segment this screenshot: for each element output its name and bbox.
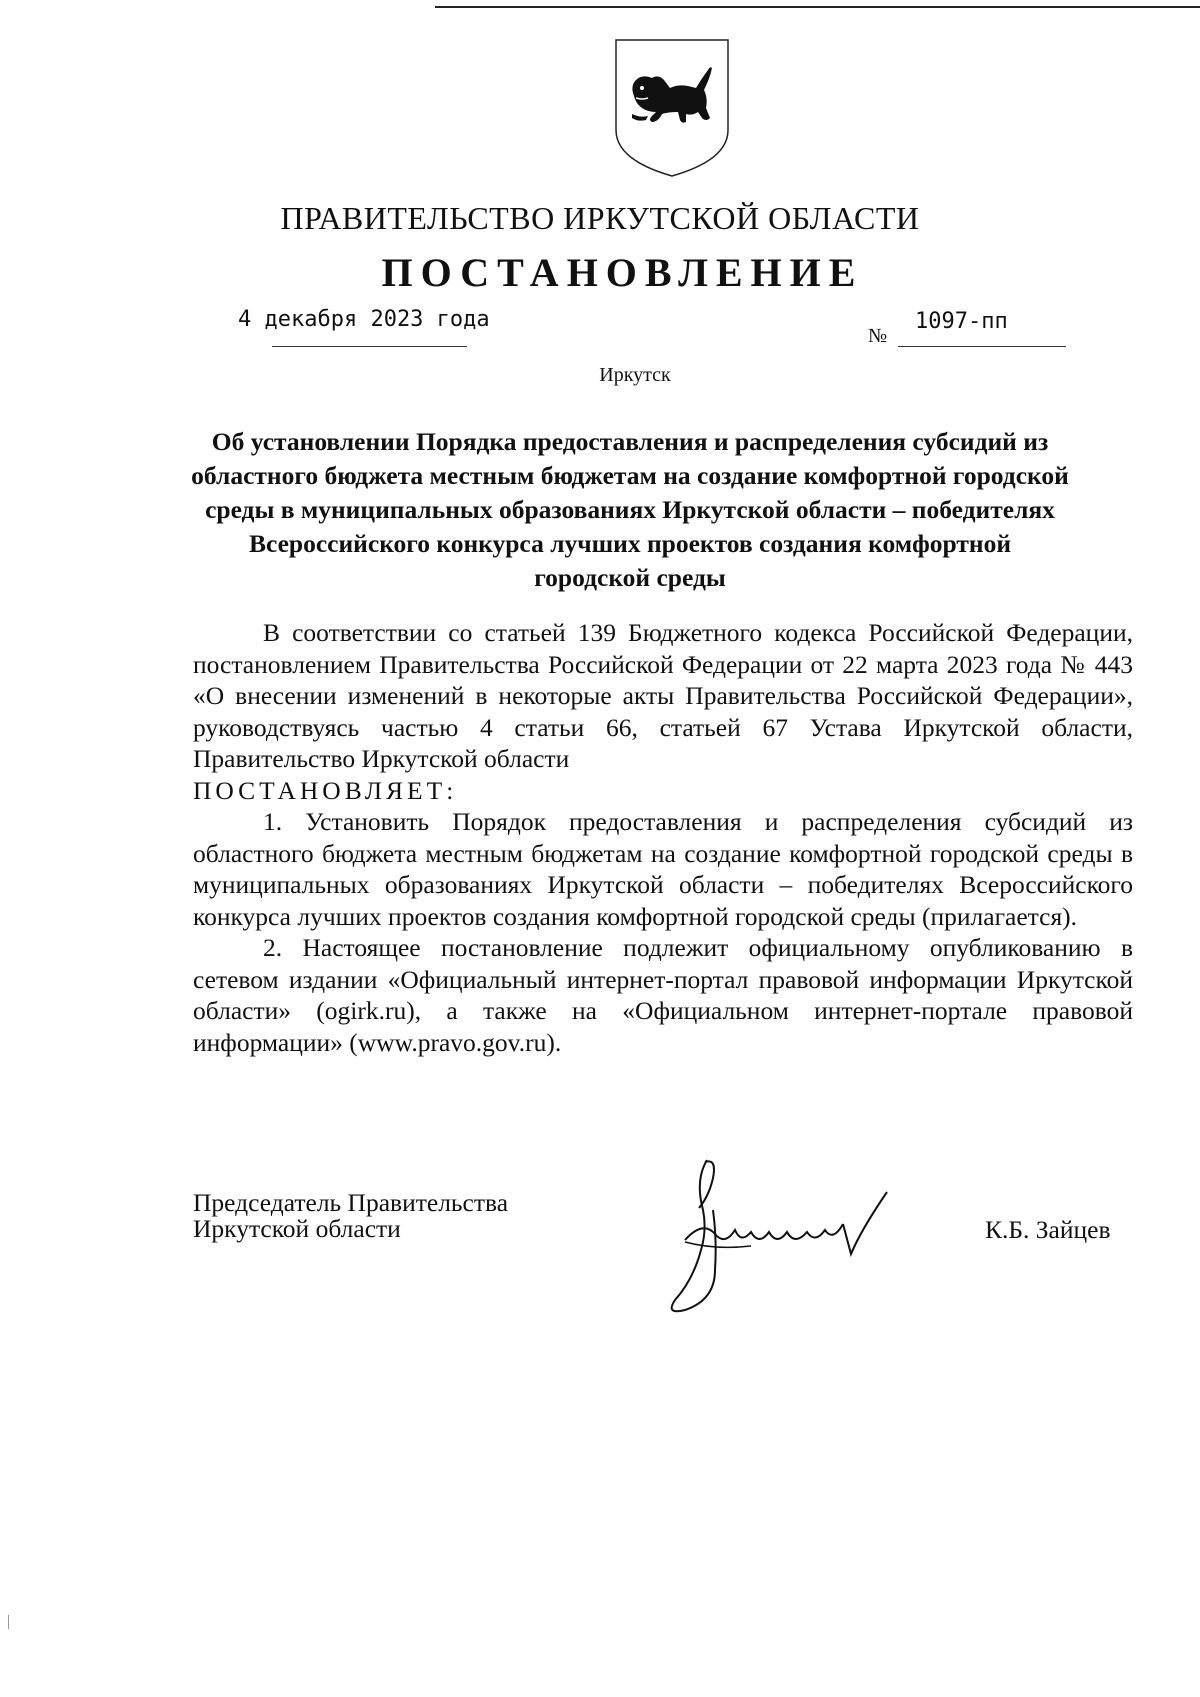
document-date: 4 декабря 2023 года	[238, 307, 490, 332]
organization-name: ПРАВИТЕЛЬСТВО ИРКУТСКОЙ ОБЛАСТИ	[280, 200, 920, 236]
signer-position	[193, 1190, 508, 1242]
preamble-paragraph: В соответствии со статьей 139 Бюджетного кодекса Российской Федерации, постановлением Правительства Российской Федерации от 22 марта 2023 года № 443 «О внесении изменений в некоторые акты Правительства Российской Федерации», руководствуясь частью 4 статьи 66, статьей 67 Устава Иркутской области, Правительство Иркутской области	[193, 618, 1133, 773]
date-underline	[272, 346, 467, 347]
document-body	[193, 617, 1133, 1058]
resolves-line: ПОСТАНОВЛЯЕТ:	[193, 775, 458, 805]
signer-position-line: Председатель Правительства	[193, 1188, 509, 1217]
signer-position-line: Иркутской области	[193, 1214, 401, 1243]
number-sign: №	[868, 325, 888, 347]
top-rule	[435, 6, 1200, 8]
document-title: Об установлении Порядка предоставления и распределения субсидий из областного бюджета местным бюджетам на создание комфортной городской среды в муниципальных образованиях Иркутской области – победителях Всероссийского конкурса лучших проектов создания комфортной городской среды	[191, 427, 1069, 592]
item-paragraph: 1. Установить Порядок предоставления и распределения субсидий из областного бюджета местным бюджетам на создание комфортной городской среды в муниципальных образованиях Иркутской области – победителях Всероссийского конкурса лучших проектов создания комфортной городской среды (прилагается).	[193, 807, 1133, 931]
document-number: 1097-пп	[915, 309, 1008, 334]
signer-name: К.Б. Зайцев	[985, 1215, 1111, 1244]
number-underline	[898, 346, 1066, 347]
item-paragraph: 2. Настоящее постановление подлежит официальному опубликованию в сетевом издании «Официальный интернет-портал правовой информации Иркутской области» (ogirk.ru), а также на «Официальном интернет-портале правовой информации» (www.pravo.gov.ru).	[193, 933, 1133, 1057]
coat-of-arms-icon	[612, 38, 732, 178]
document-type: ПОСТАНОВЛЕНИЕ	[381, 250, 864, 295]
city: Иркутск	[599, 364, 671, 386]
handwritten-signature-icon	[655, 1150, 935, 1320]
margin-mark	[8, 1615, 9, 1629]
